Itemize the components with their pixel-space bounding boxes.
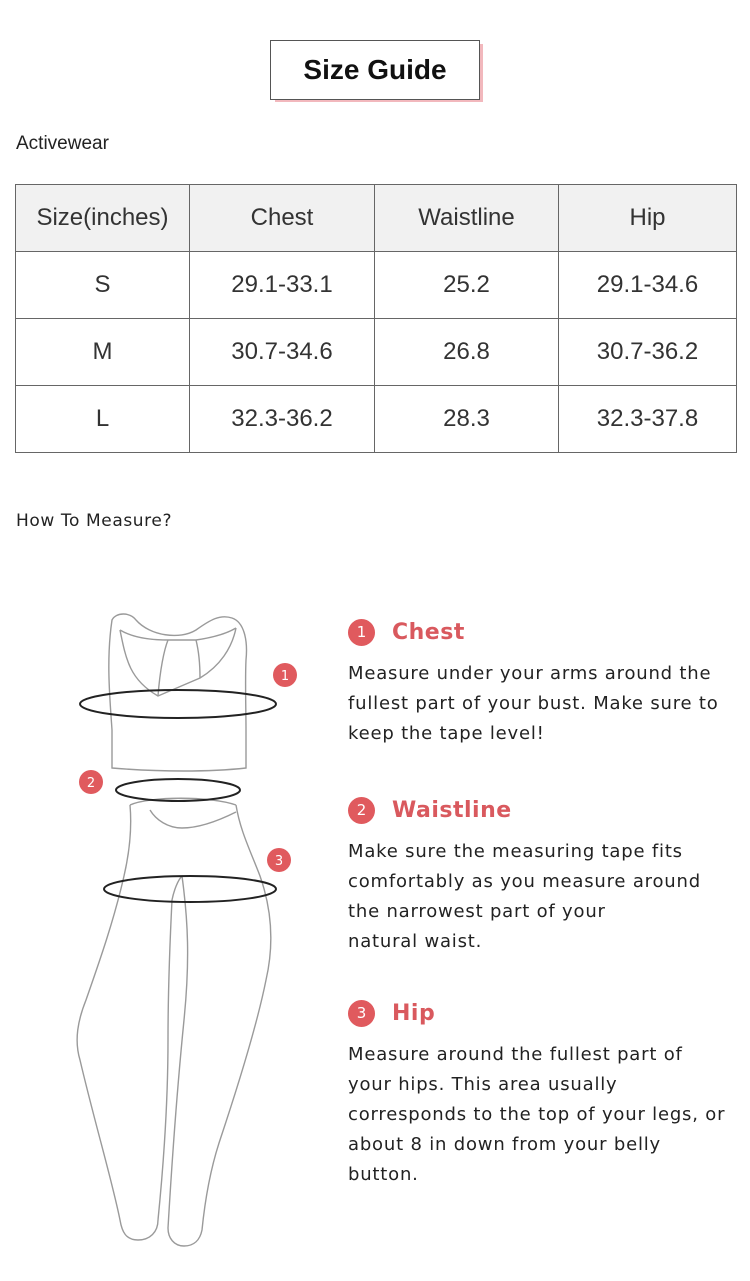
how-to-measure-heading: How To Measure? [16,511,173,531]
chest-instruction [348,617,733,749]
category-label: Activewear [16,133,109,154]
table-cell: S [16,252,190,319]
description-line: button. [348,1164,419,1185]
description-line: Measure around the fullest part of [348,1044,683,1065]
description-line: about 8 in down from your belly [348,1134,662,1155]
description-line: Measure under your arms around the [348,663,712,684]
chest-tape [80,690,276,718]
activewear-illustration [60,600,310,1281]
description-line: comfortably as you measure around [348,871,701,892]
column-header: Hip [559,185,737,252]
table-cell: 29.1-34.6 [559,252,737,319]
table-cell: 28.3 [375,386,559,453]
badge-3-icon [267,848,291,872]
table-cell: 32.3-36.2 [190,386,375,453]
waistline-title: Waistline [392,797,512,823]
number-2-icon: 2 [348,797,375,824]
hip-heading [348,998,733,1028]
number-1-icon: 1 [348,619,375,646]
number-3-icon: 3 [348,1000,375,1027]
badge-2-icon [79,770,103,794]
table-cell: 25.2 [375,252,559,319]
description-line: your hips. This area usually [348,1074,618,1095]
size-guide-title-wrap [270,40,480,100]
chest-title: Chest [392,619,465,645]
size-table [15,184,737,453]
svg-text:2: 2 [86,776,96,791]
column-header: Chest [190,185,375,252]
hip-instruction [348,998,733,1190]
column-header: Size(inches) [16,185,190,252]
description-line: fullest part of your bust. Make sure to [348,693,719,714]
waistline-description [348,837,733,957]
chest-description [348,659,733,749]
table-cell: 30.7-34.6 [190,319,375,386]
table-cell: M [16,319,190,386]
table-cell: L [16,386,190,453]
waistline-instruction [348,795,733,957]
table-row [16,386,737,453]
table-row [16,252,737,319]
table-cell: 29.1-33.1 [190,252,375,319]
description-line: natural waist. [348,931,483,952]
hip-tape [104,876,276,902]
table-row [16,319,737,386]
hip-description [348,1040,733,1190]
description-line: the narrowest part of your [348,901,606,922]
svg-text:3: 3 [274,854,284,869]
table-header-row [16,185,737,252]
chest-heading [348,617,733,647]
column-header: Waistline [375,185,559,252]
badge-1-icon [273,663,297,687]
hip-title: Hip [392,1000,436,1026]
table-cell: 26.8 [375,319,559,386]
description-line: Make sure the measuring tape fits [348,841,683,862]
table-cell: 32.3-37.8 [559,386,737,453]
svg-text:1: 1 [280,669,290,684]
table-cell: 30.7-36.2 [559,319,737,386]
garment-outline [77,614,271,1246]
description-line: keep the tape level! [348,723,545,744]
description-line: corresponds to the top of your legs, or [348,1104,726,1125]
waistline-heading [348,795,733,825]
page-title: Size Guide [270,40,480,100]
